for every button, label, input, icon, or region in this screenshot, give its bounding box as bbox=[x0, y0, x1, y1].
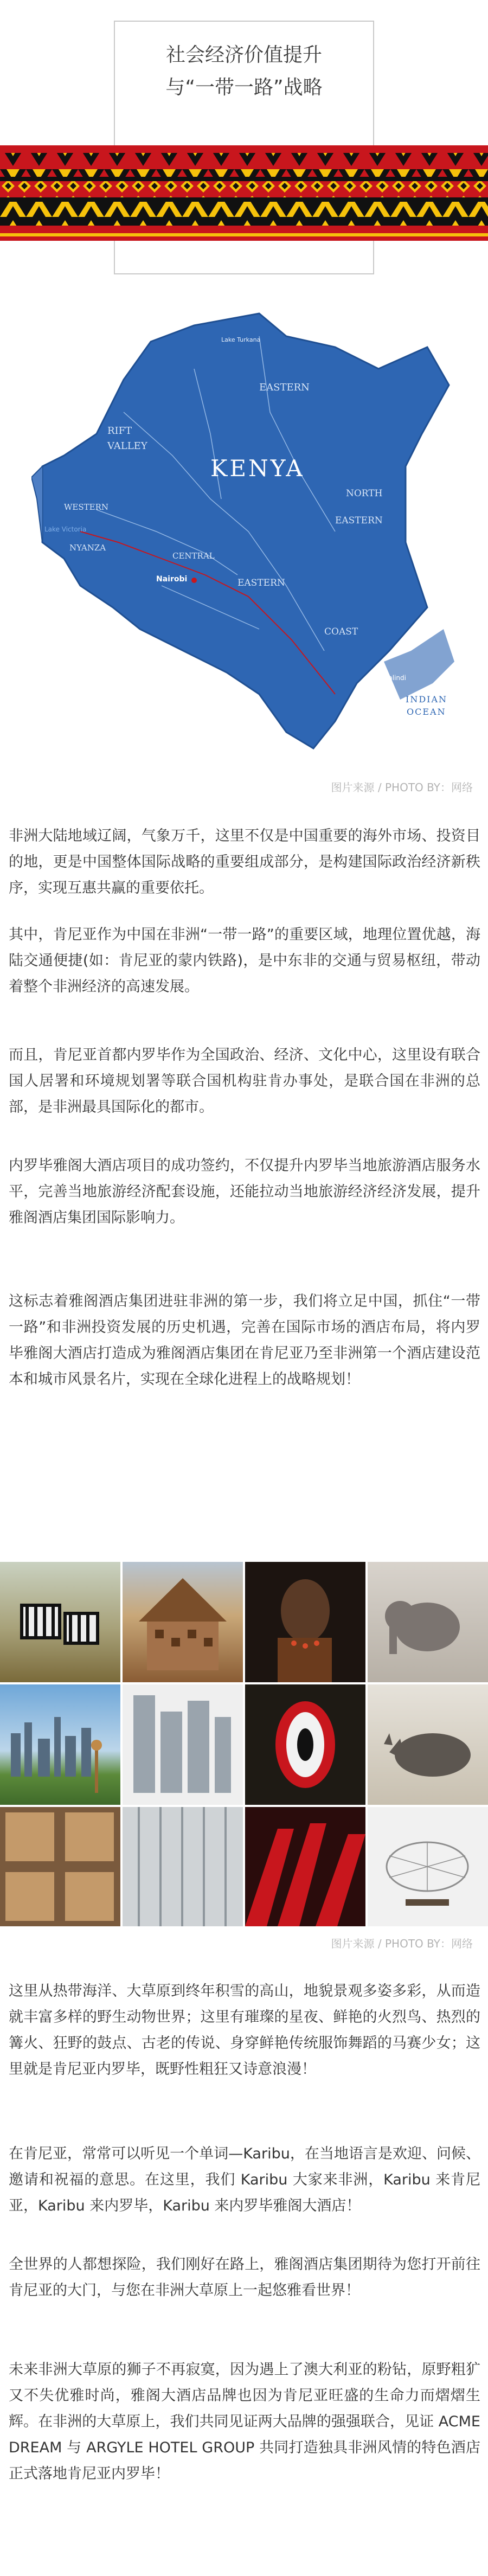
photo-credit: 图片来源 / PHOTO BY：网络 bbox=[331, 1937, 473, 1950]
facade-photo bbox=[123, 1807, 243, 1926]
malindi-label: Malindi bbox=[383, 674, 406, 682]
region-eastern-north: EASTERN bbox=[259, 382, 310, 393]
country-name: KENYA bbox=[210, 455, 305, 482]
paragraph-4: 内罗毕雅阁大酒店项目的成功签约，不仅提升内罗毕当地旅游酒店服务水平，完善当地旅游经济配套设施，还能拉动当地旅游经济经济发展，提升雅阁酒店集团国际影响力。 bbox=[9, 1157, 480, 1226]
maasai-woman-photo bbox=[245, 1562, 365, 1682]
lake-victoria-label: Lake Victoria bbox=[44, 526, 87, 533]
title-line-1: 社会经济价值提升 bbox=[165, 44, 322, 66]
red-structure-photo bbox=[245, 1807, 365, 1926]
african-pattern-band bbox=[0, 145, 488, 241]
capital-marker bbox=[191, 578, 197, 583]
region-eastern-south: EASTERN bbox=[237, 578, 285, 588]
paragraph-7: 在肯尼亚，常常可以听见一个单词—Karibu，在当地语言是欢迎、问候、邀请和祝福的意思。在这里，我们 Karibu 大家来非洲，Karibu 来肯尼亚，Karibu 来内罗毕，Karibu 来内罗毕雅阁大酒店！ bbox=[9, 2145, 480, 2214]
paragraph-5: 这标志着雅阁酒店集团进驻非洲的第一步，我们将立足中国，抓住“一带一路”和非洲投资发展的历史机遇，完善在国际市场的酒店布局，将内罗毕雅阁大酒店打造成为雅阁酒店集团在肯尼亚乃至非洲第一个酒店建设范本和城市风景名片，实现在全球化进程上的战略规划！ bbox=[9, 1293, 480, 1388]
paragraph-2: 其中，肯尼亚作为中国在非洲“一带一路”的重要区域，地理位置优越，海陆交通便捷(如：肯尼亚的蒙内铁路)，是中东非的交通与贸易枢纽，带动着整个非洲经济的高速发展。 bbox=[9, 926, 480, 995]
kenya-landmass bbox=[42, 313, 449, 748]
hut-photo bbox=[123, 1562, 243, 1682]
photo-grid bbox=[0, 1562, 488, 1926]
mombasa-label: Mombasa bbox=[343, 723, 377, 732]
zebras-photo bbox=[0, 1562, 120, 1682]
maasai-shield-photo bbox=[245, 1684, 365, 1805]
paragraph-8: 全世界的人都想探险，我们刚好在路上，雅阁酒店集团期待为您打开前往肯尼亚的大门，与您在非洲大草原上一起悠雅看世界！ bbox=[9, 2256, 480, 2299]
rhino-sculpture-photo bbox=[368, 1807, 488, 1926]
architecture-photo bbox=[0, 1807, 120, 1926]
paragraph-3: 而且，肯尼亚首都内罗毕作为全国政治、经济、文化中心，这里设有联合国人居署和环境规划署等联合国机构驻肯办事处，是联合国在非洲的总部，是非洲最具国际化的都市。 bbox=[9, 1047, 480, 1116]
rhino-photo bbox=[368, 1684, 488, 1805]
kenya-map bbox=[31, 304, 461, 770]
paragraph-1: 非洲大陆地域辽阔，气象万千，这里不仅是中国重要的海外市场、投资目的地，更是中国整体国际战略的重要组成部分，是构建国际政治经济新秩序，实现互惠共赢的重要依托。 bbox=[9, 828, 480, 896]
region-nyanza: NYANZA bbox=[69, 543, 106, 553]
ocean-label-2: OCEAN bbox=[407, 707, 446, 717]
page-title bbox=[114, 39, 374, 104]
region-valley: VALLEY bbox=[107, 440, 147, 452]
giraffe-tower-photo bbox=[123, 1684, 243, 1805]
mombasa-marker bbox=[336, 725, 340, 729]
region-western: WESTERN bbox=[64, 502, 109, 512]
region-rift: RIFT bbox=[107, 425, 132, 437]
ocean-label-1: INDIAN bbox=[406, 694, 448, 704]
map-credit: 图片来源 / PHOTO BY：网络 bbox=[331, 781, 473, 794]
region-central: CENTRAL bbox=[172, 551, 215, 561]
region-eastern-ne: EASTERN bbox=[335, 515, 383, 526]
lake-turkana-label: Lake Turkana bbox=[221, 336, 261, 343]
region-north: NORTH bbox=[346, 488, 383, 499]
paragraph-9: 未来非洲大草原的狮子不再寂寞，因为遇上了澳大利亚的粉钻，原野粗犷又不失优雅时尚，雅阁大酒店品牌也因为肯尼亚旺盛的生命力而熠熠生辉。在非洲的大草原上，我们共同见证两大品牌的强强联合，见证 ACME DREAM 与 ARGYLE HOTEL GROUP 共同打造独具非洲风情的特色酒店正式落地肯尼亚内罗毕！ bbox=[9, 2361, 480, 2482]
nairobi-skyline-photo bbox=[0, 1684, 120, 1805]
paragraph-6: 这里从热带海洋、大草原到终年积雪的高山，地貌景观多姿多彩，从而造就丰富多样的野生动物世界；这里有璀璨的星夜、鲜艳的火烈鸟、热烈的篝火、狂野的鼓点、古老的传说、身穿鲜艳传统服饰舞蹈的马赛少女；这里就是肯尼亚内罗毕，既野性粗狂又诗意浪漫！ bbox=[9, 1983, 480, 2078]
title-line-2: 与“一带一路”战略 bbox=[165, 76, 323, 99]
capital-label: Nairobi bbox=[156, 575, 188, 584]
region-coast: COAST bbox=[324, 626, 358, 637]
elephant-photo bbox=[368, 1562, 488, 1682]
